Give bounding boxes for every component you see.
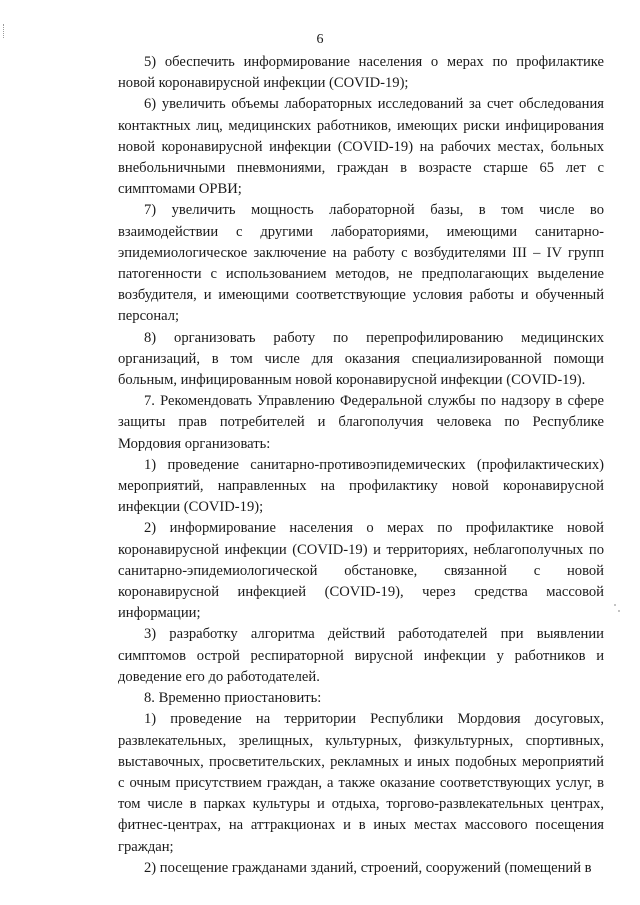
paragraph-item-1-sanitary-measures: 1) проведение санитарно-противоэпидемических (профилактических) мероприятий, направленных на профилактику новой коронавирусной инфекции (COVID-19); (118, 456, 604, 516)
paragraph-item-2-suspend-visits: 2) посещение гражданами зданий, строений, сооружений (помещений в (144, 859, 592, 876)
paragraph-item-6-increase-lab-tests: 6) увеличить объемы лабораторных исследований за счет обследования контактных лиц, медицинских работников, имеющих риски инфицирования новой коронавирусной инфекции (COVID-19) на рабочих местах, больных внебольничными пневмониями, граждан в возрасте старше 65 лет с симптомами ОРВИ; (118, 96, 604, 198)
paragraph-section-7-rospotrebnadzor: 7. Рекомендовать Управлению Федеральной службы по надзору в сфере защиты прав потребителей и благополучия человека по Республике Мордовия организовать: (118, 393, 604, 452)
paragraph-item-2-media-informing: 2) информирование населения о мерах по профилактике новой коронавирусной инфекции (COVID-19) и территориях, неблагополучных по санитарно-эпидемиологической обстановке, связанной с новой коронавирусной инфекцией (COVID-19), через средства массовой информации; (118, 520, 604, 622)
document-body (118, 52, 604, 879)
page-number: 6 (316, 32, 324, 47)
scan-speck (614, 604, 616, 606)
scan-speck (618, 610, 620, 612)
paragraph-item-5-inform-population: 5) обеспечить информирование населения о мерах по профилактике новой коронавирусной инфекции (COVID-19); (118, 54, 604, 92)
paragraph-item-8-reprofile-hospitals: 8) организовать работу по перепрофилированию медицинских организаций, в том числе для оказания специализированной помощи больным, инфицированным новой коронавирусной инфекции (COVID-19). (118, 329, 604, 389)
paragraph-section-8-suspend: 8. Временно приостановить: (144, 690, 322, 707)
paragraph-item-1-suspend-events: 1) проведение на территории Республики Мордовия досуговых, развлекательных, зрелищных, культурных, физкультурных, спортивных, выставочных, просветительских, рекламных и иных подобных мероприятий с очным присутствием граждан, а также оказание соответствующих услуг, в том числе в парках культуры и отдыха, торгово-развлекательных центрах, фитнес-центрах, на аттракционах и в иных местах массового посещения граждан; (118, 711, 604, 855)
paragraph-item-3-employer-algorithm: 3) разработку алгоритма действий работодателей при выявлении симптомов острой респираторной вирусной инфекции у работников и доведение его до работодателей. (118, 626, 604, 685)
paragraph-item-7-lab-capacity: 7) увеличить мощность лабораторной базы, в том числе во взаимодействии с другими лабораториями, имеющими санитарно-эпидемиологическое заключение на работу с возбудителями III – IV групп патогенности с использованием методов, не предполагающих выделение возбудителя, и имеющими соответствующие условия работы и обученный персонал; (118, 202, 604, 325)
